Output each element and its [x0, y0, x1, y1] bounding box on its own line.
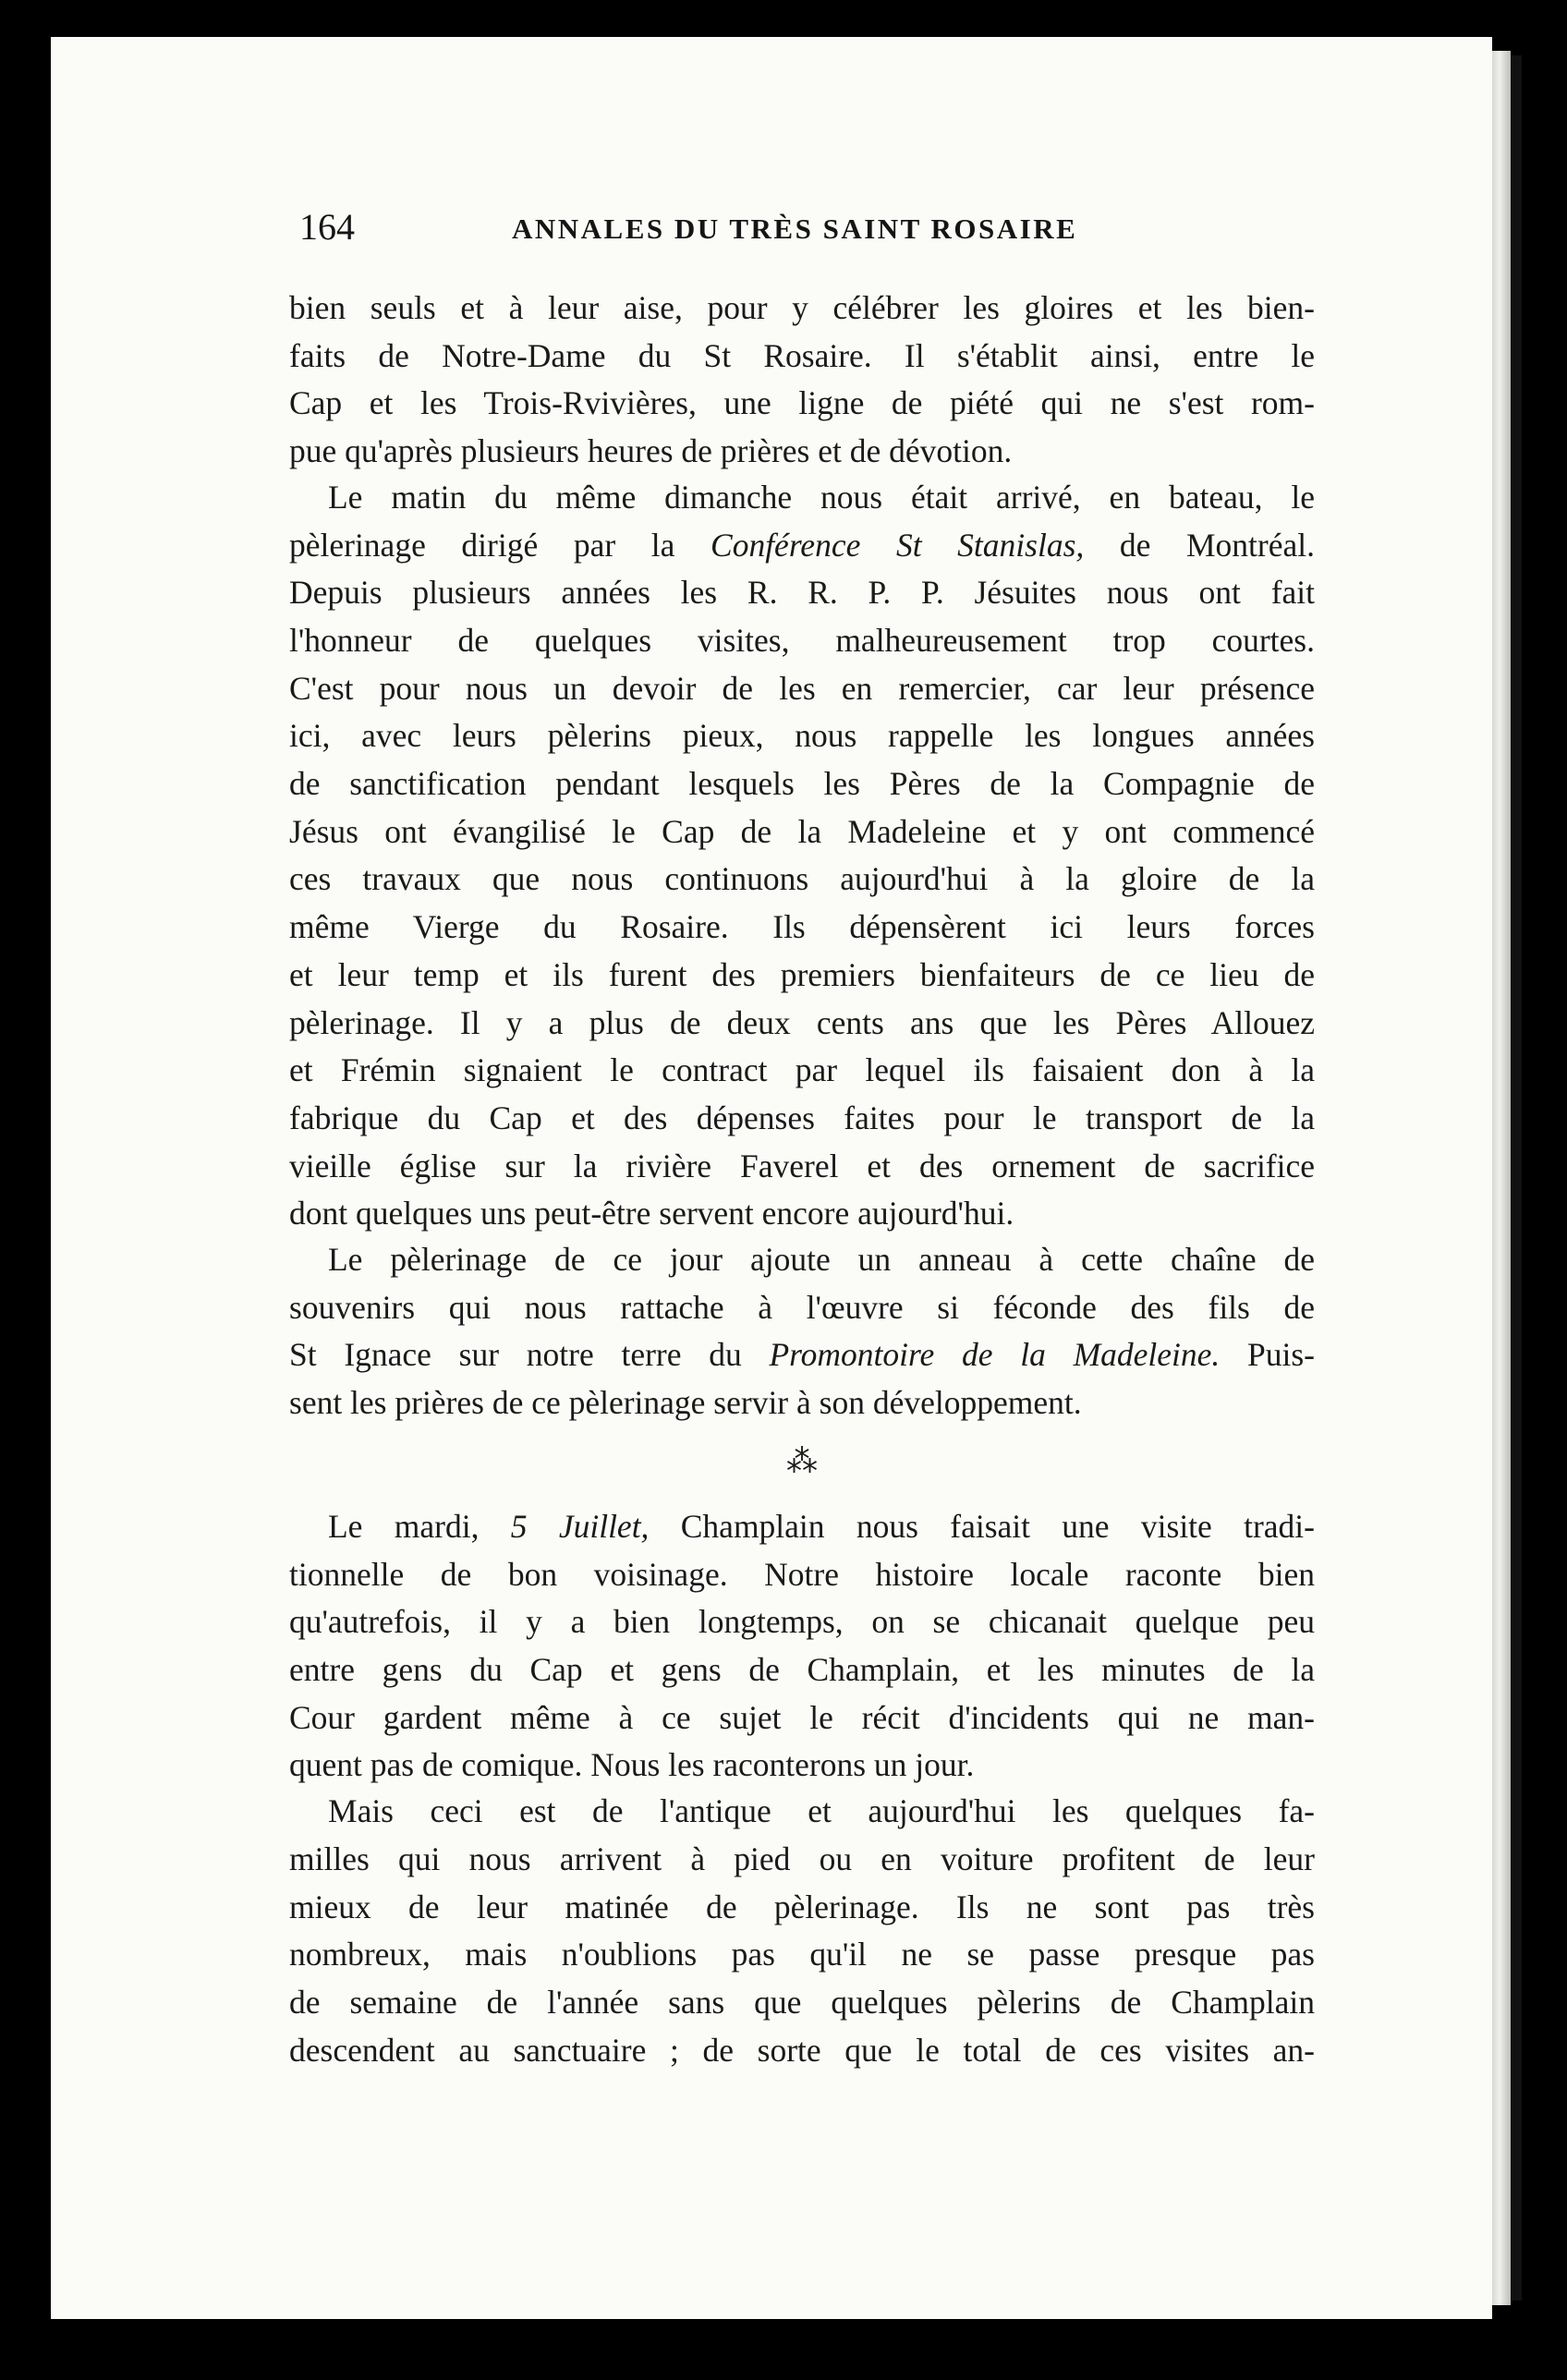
- text-line: ces travaux que nous continuons aujourd'hui à la gloire de la: [289, 860, 1315, 898]
- text-line: fabrique du Cap et des dépenses faites pour le transport de la: [289, 1099, 1315, 1136]
- text-line: entre gens du Cap et gens de Champlain, et les minutes de la: [289, 1650, 1315, 1688]
- text-run: Le mardi,: [328, 1507, 511, 1545]
- paragraph-3: [289, 1237, 1315, 1427]
- text-line: [289, 523, 1315, 569]
- text-line: mieux de leur matinée de pèlerinage. Ils ne sont pas très: [289, 1888, 1315, 1925]
- body-text: [289, 285, 1315, 2073]
- section-spacer: [289, 1493, 1315, 1504]
- text-line: dont quelques uns peut-être servent encore aujourd'hui.: [289, 1195, 1014, 1232]
- text-line: Le pèlerinage de ce jour ajoute un anneau à cette chaîne de: [328, 1241, 1315, 1279]
- text-line: vieille église sur la rivière Faverel et des ornement de sacrifice: [289, 1147, 1315, 1184]
- text-line: Jésus ont évangilisé le Cap de la Madeleine et y ont commencé: [289, 812, 1315, 850]
- text-line: souvenirs qui nous rattache à l'œuvre si féconde des fils de: [289, 1288, 1315, 1326]
- text-line: nombreux, mais n'oublions pas qu'il ne se passe presque pas: [289, 1936, 1315, 1973]
- text-line: pèlerinage. Il y a plus de deux cents ans que les Pères Allouez: [289, 1003, 1315, 1041]
- text-line: et Frémin signaient le contract par lequel ils faisaient don à la: [289, 1051, 1315, 1089]
- text-line: ici, avec leurs pèlerins pieux, nous rappelle les longues années: [289, 717, 1315, 755]
- paragraph-1: [289, 285, 1315, 475]
- running-title: ANNALES DU TRÈS SAINT ROSAIRE: [512, 212, 1078, 245]
- text-line: même Vierge du Rosaire. Ils dépensèrent ici leurs forces: [289, 908, 1315, 946]
- text-line: Mais ceci est de l'antique et aujourd'hui les quelques fa-: [328, 1792, 1315, 1830]
- text-line: de semaine de l'année sans que quelques pèlerins de Champlain: [289, 1983, 1315, 2021]
- text-line: de sanctification pendant lesquels les Pères de la Compagnie de: [289, 765, 1315, 803]
- text-run: Puis-: [1220, 1336, 1315, 1374]
- text-line: Le matin du même dimanche nous était arrivé, en bateau, le: [328, 478, 1315, 516]
- paragraph-5: [289, 1789, 1315, 2073]
- text-line: [289, 1504, 1315, 1550]
- page-edge-shadow: [1492, 51, 1511, 2305]
- text-line: Depuis plusieurs années les R. R. P. P. Jésuites nous ont fait: [289, 574, 1315, 612]
- text-line: tionnelle de bon voisinage. Notre histoire locale raconte bien: [289, 1555, 1315, 1593]
- paragraph-2: [289, 475, 1315, 1237]
- page-header: [242, 201, 1314, 253]
- text-line: Cap et les Trois-Rvivières, une ligne de piété qui ne s'est rom-: [289, 384, 1315, 422]
- paragraph-4: [289, 1504, 1315, 1789]
- text-line: milles qui nous arrivent à pied ou en voiture profitent de leur: [289, 1840, 1315, 1877]
- text-line: pue qu'après plusieurs heures de prières et de dévotion.: [289, 432, 1013, 470]
- text-line: l'honneur de quelques visites, malheureusement trop courtes.: [289, 621, 1315, 659]
- text-line: Cour gardent même à ce sujet le récit d'incidents qui ne man-: [289, 1698, 1315, 1736]
- text-line: descendent au sanctuaire ; de sorte que le total de ces visites an-: [289, 2031, 1315, 2069]
- text-line: C'est pour nous un devoir de les en remercier, car leur présence: [289, 669, 1315, 707]
- text-line: bien seuls et à leur aise, pour y célébrer les gloires et les bien-: [289, 289, 1315, 326]
- text-line: qu'autrefois, il y a bien longtemps, on se chicanait quelque peu: [289, 1603, 1315, 1641]
- text-line: [289, 1332, 1315, 1378]
- text-run: St Ignace sur notre terre du: [289, 1336, 770, 1374]
- page-binding-edge: [1511, 55, 1522, 2301]
- italic-place-name: Promontoire de la Madeleine.: [769, 1336, 1221, 1374]
- italic-date: 5 Juillet,: [510, 1507, 650, 1545]
- text-line: quent pas de comique. Nous les raconterons un jour.: [289, 1746, 975, 1784]
- italic-title: Conférence St Stanislas,: [711, 526, 1085, 564]
- text-line: faits de Notre-Dame du St Rosaire. Il s'établit ainsi, entre le: [289, 336, 1315, 374]
- section-asterism: ⁂: [786, 1444, 818, 1479]
- page-number: 164: [299, 206, 355, 248]
- text-run: pèlerinage dirigé par la: [289, 526, 711, 564]
- text-line: sent les prières de ce pèlerinage servir à son développement.: [289, 1384, 1082, 1422]
- text-run: de Montréal.: [1084, 526, 1315, 564]
- text-line: et leur temp et ils furent des premiers bienfaiteurs de ce lieu de: [289, 955, 1315, 993]
- text-run: Champlain nous faisait une visite tradi-: [649, 1507, 1315, 1545]
